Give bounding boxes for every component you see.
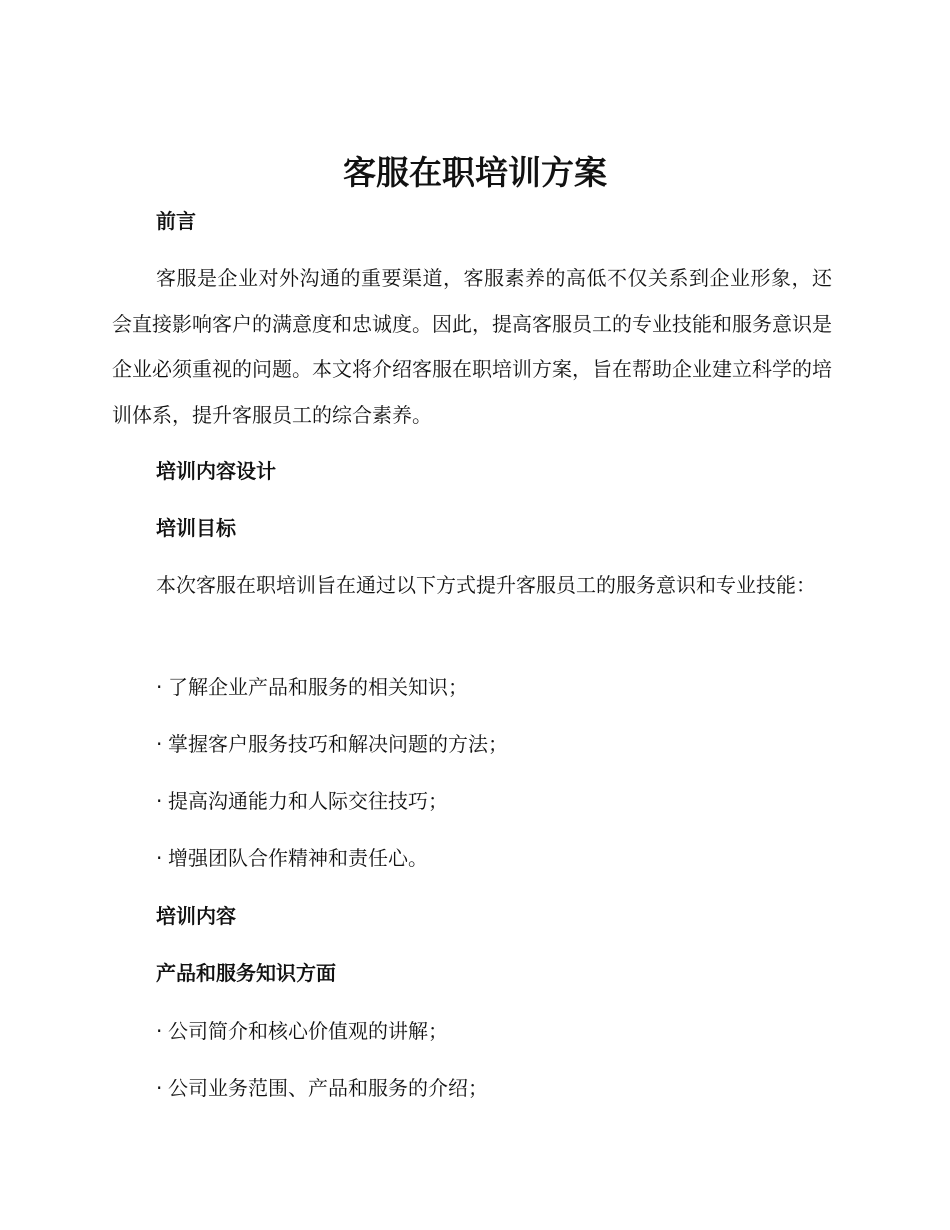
goal-paragraph: 本次客服在职培训旨在通过以下方式提升客服员工的服务意识和专业技能：	[156, 573, 816, 597]
preface-heading: 前言	[156, 209, 196, 233]
list-item-text: 提高沟通能力和人际交往技巧；	[168, 789, 448, 813]
list-item-text: 增强团队合作精神和责任心。	[168, 846, 428, 870]
bullet-mark: ·	[156, 1019, 163, 1043]
product-knowledge-heading: 产品和服务知识方面	[156, 961, 336, 985]
design-heading: 培训内容设计	[156, 459, 276, 483]
list-item	[156, 672, 836, 702]
bullet-mark: ·	[156, 789, 163, 813]
bullet-mark: ·	[156, 846, 163, 870]
content-heading: 培训内容	[156, 904, 236, 928]
list-item-text: 公司简介和核心价值观的讲解；	[168, 1019, 448, 1043]
list-item	[156, 786, 836, 816]
list-item-text: 了解企业产品和服务的相关知识；	[168, 675, 468, 699]
list-item	[156, 843, 836, 873]
list-item	[156, 1016, 836, 1046]
bullet-mark: ·	[156, 1076, 163, 1100]
preface-paragraph: 客服是企业对外沟通的重要渠道，客服素养的高低不仅关系到企业形象，还会直接影响客户的满意度和忠诚度。因此，提高客服员工的专业技能和服务意识是企业必须重视的问题。本文将介绍客服在职培训方案，旨在帮助企业建立科学的培训体系，提升客服员工的综合素养。	[112, 266, 832, 427]
list-item-text: 掌握客户服务技巧和解决问题的方法；	[168, 732, 508, 756]
list-item	[156, 729, 836, 759]
page-title: 客服在职培训方案	[343, 153, 607, 192]
bullet-mark: ·	[156, 675, 163, 699]
list-item-text: 公司业务范围、产品和服务的介绍；	[168, 1076, 488, 1100]
goal-heading: 培训目标	[156, 516, 236, 540]
list-item	[156, 1073, 836, 1103]
bullet-mark: ·	[156, 732, 163, 756]
